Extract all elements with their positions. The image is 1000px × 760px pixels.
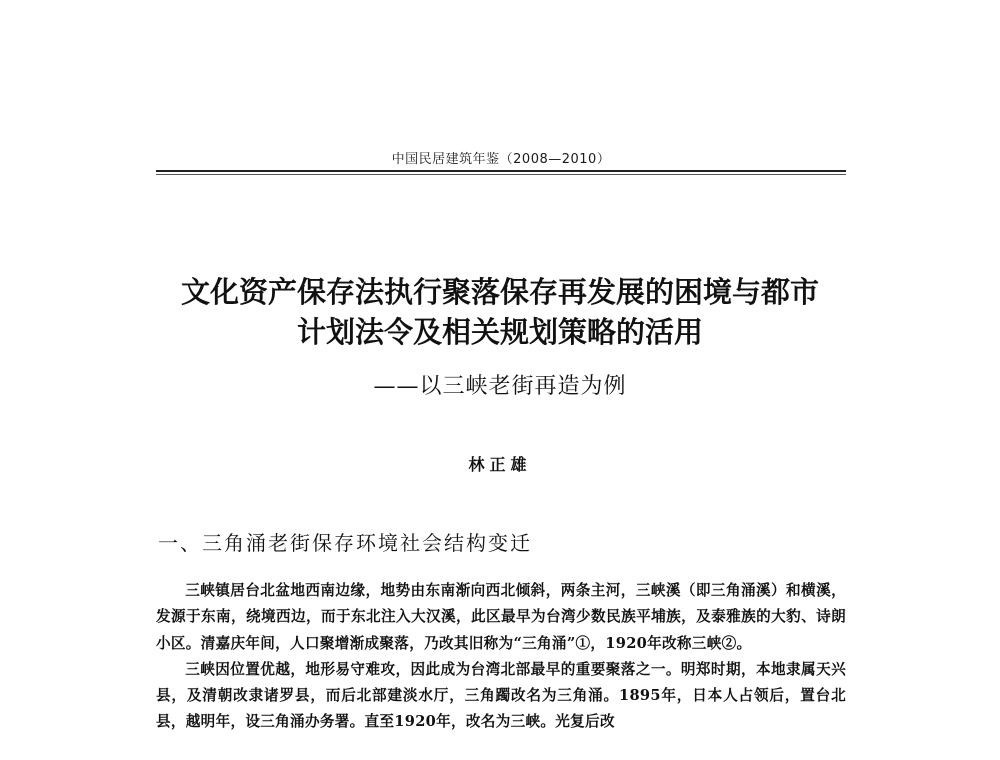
article-body — [156, 578, 846, 736]
running-header-text: 中国民居建筑年鉴（2008—2010） — [391, 152, 611, 167]
header-rule-thick — [156, 170, 846, 172]
body-paragraph-2: 三峡因位置优越，地形易守难攻，因此成为台湾北部最早的重要聚落之一。明郑时期，本地隶属天兴县，及清朝改隶诸罗县，而后北部建淡水厅，三角躅改名为三角涌。1895年，日本人占领后，置台北县，越明年，设三角涌办务署。直至1920年，改名为三峡。光复后改 — [156, 660, 846, 731]
article-title-line-2: 计划法令及相关规划策略的活用 — [296, 315, 703, 349]
article-author: 林正雄 — [468, 455, 532, 474]
header-rule-thin — [156, 174, 846, 175]
section-heading: 一、三角涌老街保存环境社会结构变迁 — [158, 531, 532, 555]
article-subtitle: ——以三峡老街再造为例 — [373, 374, 627, 399]
article-title-line-1: 文化资产保存法执行聚落保存再发展的困境与都市 — [180, 275, 819, 309]
article-title — [150, 272, 850, 352]
running-header — [156, 143, 846, 171]
body-paragraph-1: 三峡镇居台北盆地西南边缘，地势由东南渐向西北倾斜，两条主河，三峡溪（即三角涌溪）和横溪，发源于东南，绕境西边，而于东北注入大汉溪，此区最早为台湾少数民族平埔族，及泰雅族的大豹、诗朗小区。清嘉庆年间，人口聚增渐成聚落，乃改其旧称为“三角涌”①，1920年改称三峡②。 — [156, 582, 846, 652]
